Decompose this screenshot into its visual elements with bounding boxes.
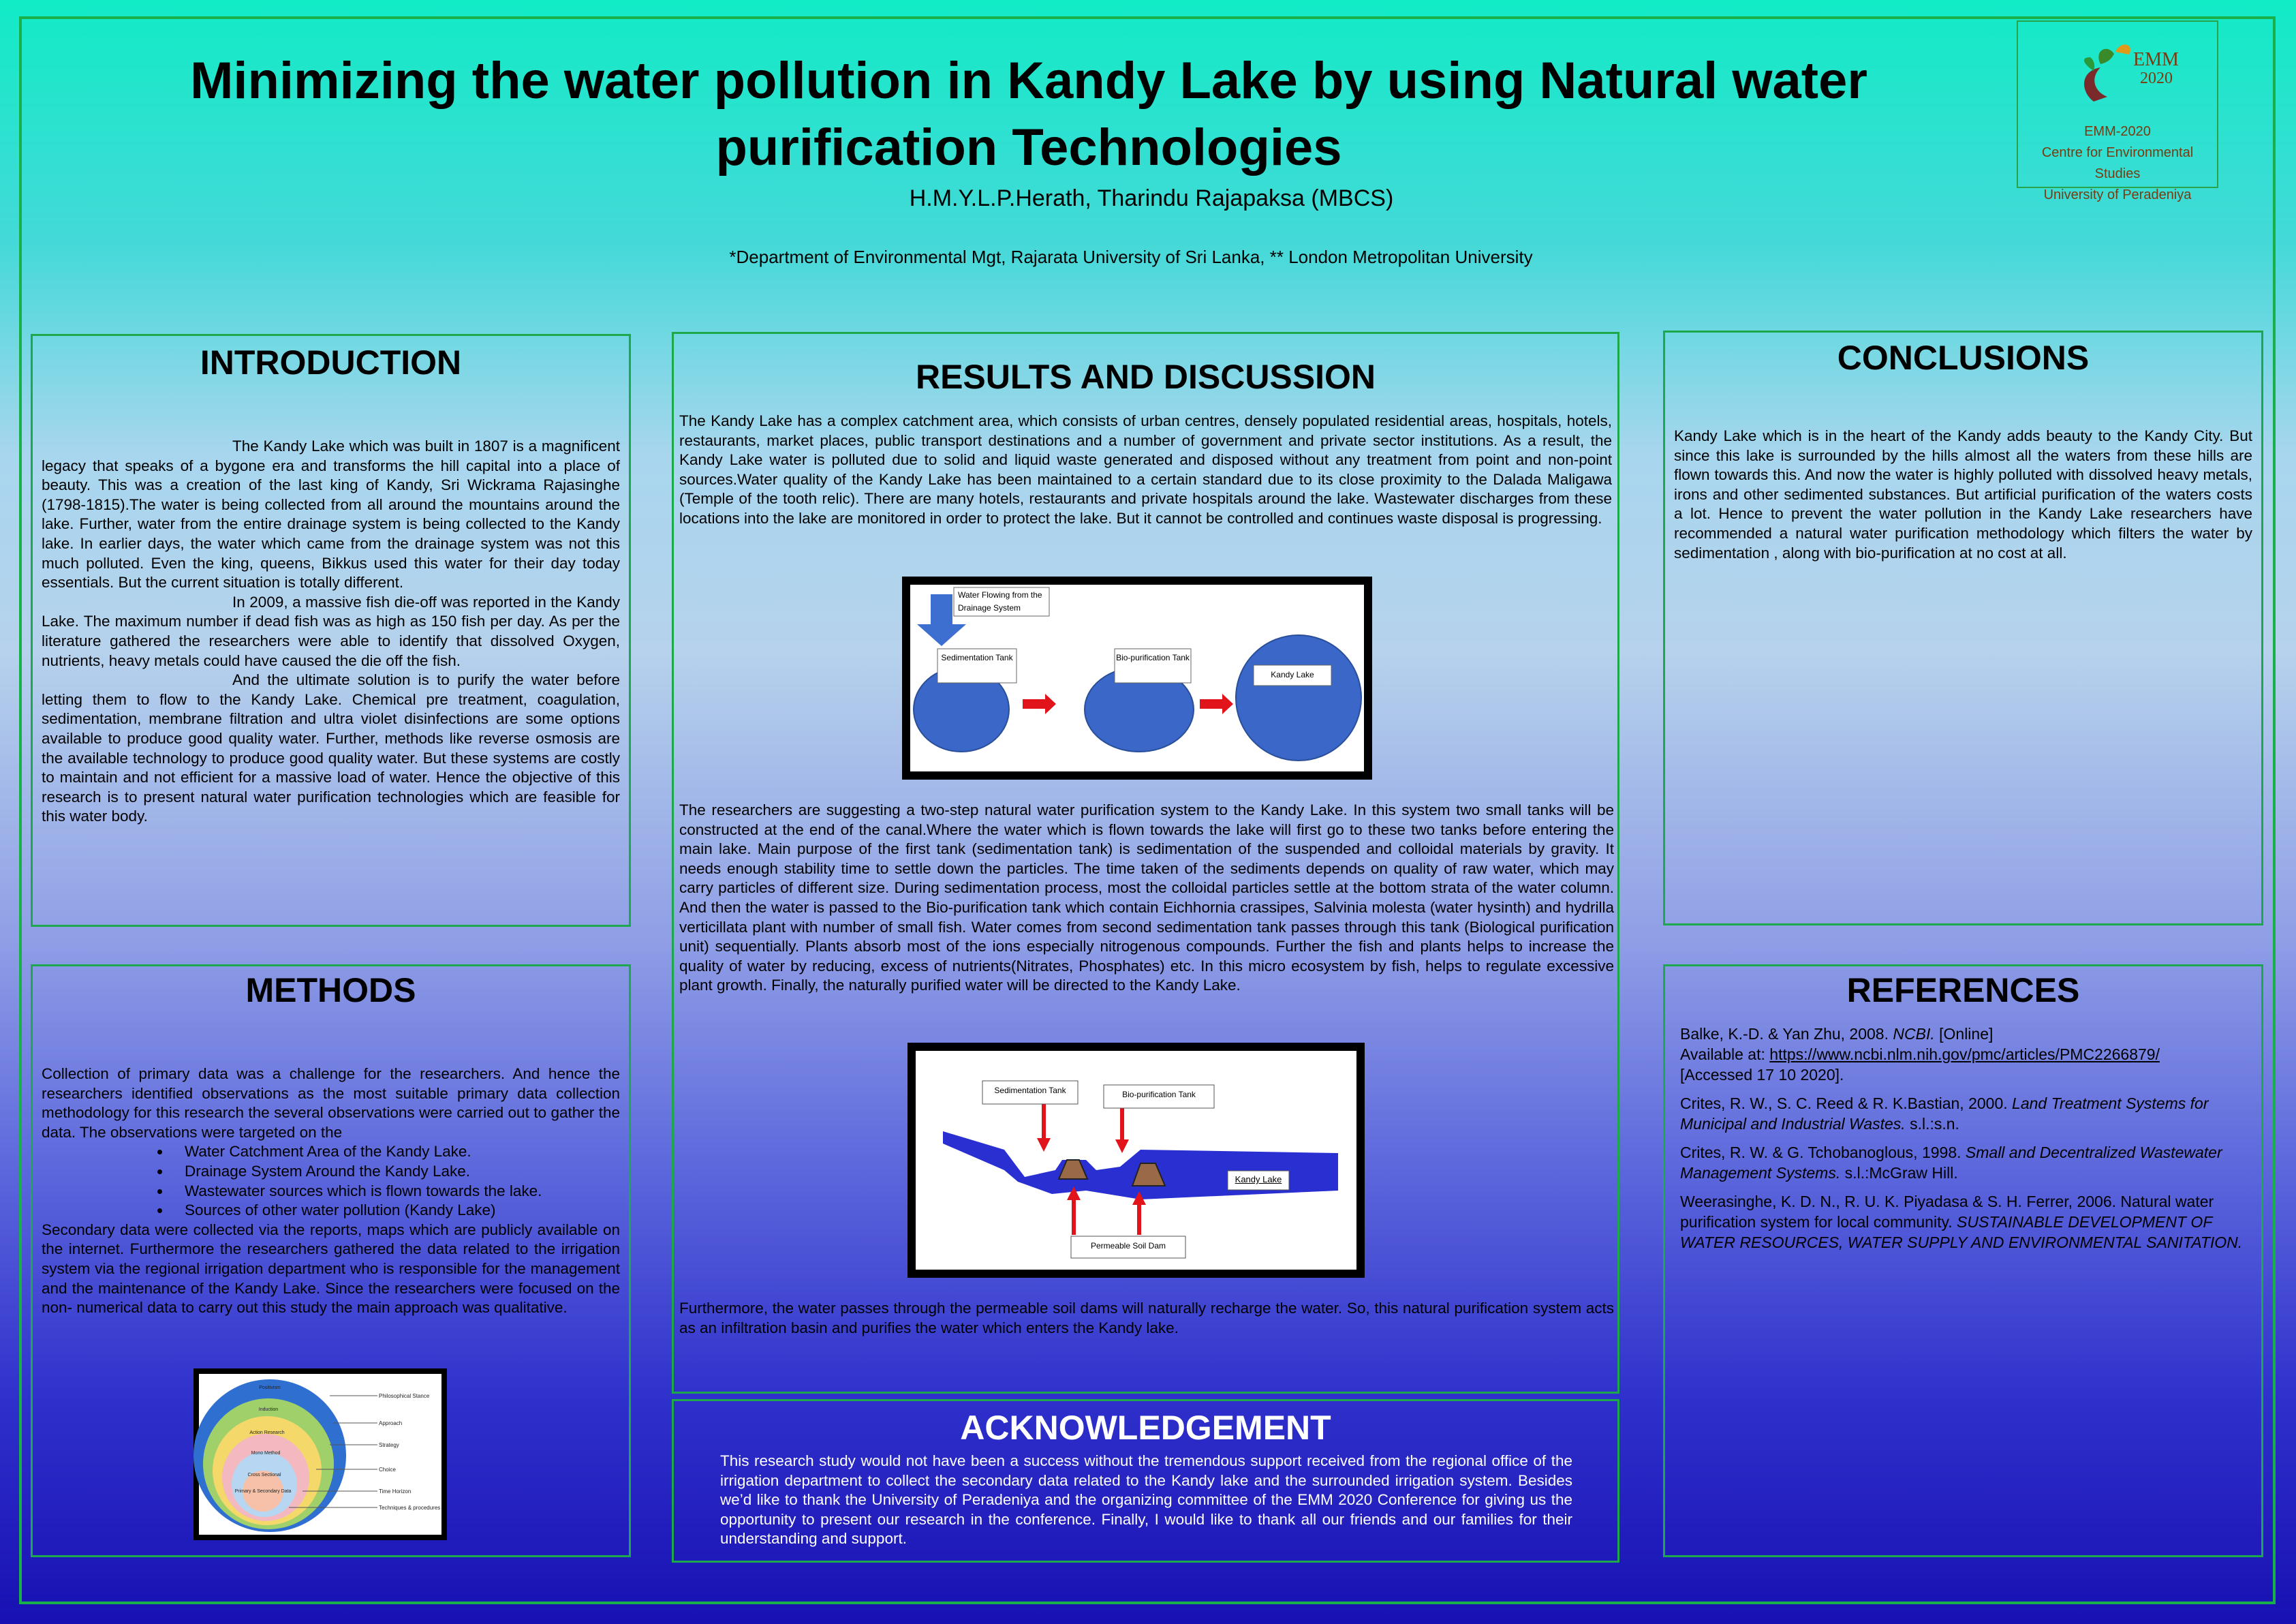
reference-link[interactable]: https://www.ncbi.nlm.nih.gov/pmc/articles/PMC2266879/ [1769, 1045, 2160, 1063]
references-section [1663, 964, 2263, 1557]
research-onion-figure [193, 1368, 447, 1540]
paragraph: Secondary data were collected via the reports, maps which are publicly available on the internet. Furthermore the researchers gathered the data related to the irrigation system via the regional irrigation department who is responsible for the management and the maintenance of the Kandy Lake. Since the researchers were focused on the non- numerical data to carry out this study the main approach was qualitative. [42, 1221, 620, 1317]
conclusions-section [1663, 331, 2263, 925]
section-heading: INTRODUCTION [200, 343, 462, 382]
list-item: • Wastewater sources which is flown towards the lake. [171, 1182, 620, 1201]
section-heading: ACKNOWLEDGEMENT [960, 1409, 1331, 1447]
onion-inner-label: Primary & Secondary Data [234, 1489, 292, 1494]
paragraph: Kandy Lake which is in the heart of the Kandy adds beauty to the Kandy City. But since this lake is surrounded by the hills almost all the waters from these hills are flown towards this. And now the water is highly polluted with dissolved heavy metals, irons and other sedimented substances. But artificial purification of the waters costs a lot. Hence to prevent the water pollution in the Kandy Lake researchers have recommended a natural water purification methodology which filters the water by sedimentation , along with bio-purification at no cost at all. [1674, 427, 2252, 562]
logo-line: University of Peradeniya [2043, 187, 2192, 202]
list-item: • Drainage System Around the Kandy Lake. [171, 1162, 620, 1182]
onion-inner-label: Action Research [249, 1430, 285, 1435]
svg-text:2020: 2020 [2140, 70, 2173, 87]
reference-entry: Crites, R. W., S. C. Reed & R. K.Bastian, 2000. Land Treatment Systems for Municipal and Industrial Wastes. s.l.:s.n. [1680, 1094, 2209, 1133]
onion-label: Choice [379, 1467, 396, 1473]
paragraph: Furthermore, the water passes through the permeable soil dams will naturally recharge the water. So, this natural purification system acts as an infiltration basin and purifies the water which enters the Kandy lake. [679, 1300, 1614, 1336]
methods-section [31, 964, 631, 1557]
list-item: • Sources of other water pollution (Kandy Lake) [171, 1201, 620, 1221]
fig1-tank2-label: Bio-purification Tank [1116, 653, 1190, 662]
onion-label: Approach [379, 1420, 403, 1426]
introduction-section [31, 334, 631, 927]
paragraph: This research study would not have been a success without the tremendous support received from the regional office of the irrigation department to collect the secondary data related to the Kandy lake and the surrounded irrigation system. Besides we’d like to thank the University of Peradeniya and the organizing committee of the EMM 2020 Conference for giving us the opportunity to present our research in the conference. Finally, I would like to thank all our friends and our families for their understanding and support. [720, 1452, 1572, 1548]
paragraph: The researchers are suggesting a two-step natural water purification system to the Kandy Lake. In this system two small tanks will be constructed at the end of the canal.Where the water which is flown towards the lake will first go to these two tanks before entering the main lake. Main purpose of the first tank (sedimentation tank) is sedimentation of the suspended and colloidal materials by gravity. It needs enough stability time to settle down the particles. The time taken of the sediments depends on quality of raw water, which may carry particles of different size. During sedimentation process, most the colloidal particles settle at the bottom strata of the water column. And then the water is passed to the Bio-purification tank which contain Eichhornia crassipes, Salvinia molesta (water hysinth) and hydrilla verticillata plant with number of small fish. Water comes from second sedimentation tank passes through this tank (Biological purification unit) sequentially. Plants absorb most of the ions especially nitrogenous compounds. Further the fish and plants helps to increase the quality of water by reducing, excess of nutrients(Nitrates, Phosphates) etc. In this micro ecosystem by fish, helps to regulate excessive plant growth. Finally, the naturally purified water will be directed to the Kandy Lake. [679, 801, 1614, 994]
reference-entry: Crites, R. W. & G. Tchobanoglous, 1998. Small and Decentralized Wastewater Management Systems. s.l.:McGraw Hill. [1680, 1144, 2222, 1182]
fig2-tank1-label: Sedimentation Tank [994, 1086, 1066, 1095]
reference-entry: Weerasinghe, K. D. N., R. U. K. Piyadasa & S. H. Ferrer, 2006. Natural water purification system for local community. SUSTAINABLE DEVELOPMENT OF WATER RESOURCES, WATER SUPPLY AND ENVIRONMENTAL SANITATION. [1680, 1193, 2243, 1251]
authors: H.M.Y.L.P.Herath, Tharindu Rajapaksa (MBCS) [909, 185, 1394, 211]
section-heading: RESULTS AND DISCUSSION [915, 358, 1376, 396]
section-heading: METHODS [245, 971, 416, 1009]
emm-logo [2017, 20, 2218, 202]
onion-inner-label: Mono Method [251, 1451, 281, 1456]
paragraph: The Kandy Lake has a complex catchment area, which consists of urban centres, densely populated residential areas, hospitals, hotels, restaurants, market places, public transport destinations and a number of government and private sector institutions. As a result, the Kandy Lake water is polluted due to solid and liquid waste generated and disposed without any treatment from point and non-point sources.Water quality of the Kandy Lake has been maintained to a certain standard due to its close proximity to the Dalada Maligawa (Temple of the tooth relic). There are many hotels, restaurants and private hospitals around the lake. Wastewater discharges from these locations into the lake are monitored in order to protect the lake. But it cannot be controlled and continues waste disposal is progressing. [679, 412, 1612, 527]
paragraph: In 2009, a massive fish die-off was reported in the Kandy Lake. The maximum number if dead fish was as high as 150 fish per day. As per the literature gathered the researchers were able to identify that dissolved Oxygen, nutrients, heavy metals could have caused the die off the fish. [42, 593, 620, 669]
onion-label: Techniques & procedures [379, 1505, 441, 1511]
soil-dam-cross-section [907, 1043, 1365, 1278]
section-heading: CONCLUSIONS [1837, 339, 2090, 377]
onion-label: Time Horizon [379, 1488, 412, 1495]
purification-flow-diagram [902, 577, 1372, 780]
fig1-inflow-label: Water Flowing from the Drainage System [958, 590, 1042, 613]
poster-title: Minimizing the water pollution in Kandy Lake by using Natural water purification Technologies [190, 52, 1867, 177]
onion-inner-label: Positivism [259, 1385, 281, 1390]
fig2-lake-label: Kandy Lake [1235, 1174, 1282, 1184]
paragraph: The Kandy Lake which was built in 1807 is a magnificent legacy that speaks of a bygone era and transforms the hill capital into a place of beauty. This was a creation of the last king of Kandy, Sri Wickrama Rajasinghe (1798-1815).The water is being collected from all around the mountains around the lake. Further, water from the entire drainage system is being collected to the Kandy lake. In earlier days, the water which came from the drainage system was not this much polluted. Even the king, queens, Bikkus used this water for their day today essentials. But the current situation is totally different. [42, 438, 620, 592]
section-heading: REFERENCES [1846, 971, 2080, 1009]
acknowledgement-section [672, 1399, 1619, 1563]
list-item: • Water Catchment Area of the Kandy Lake. [171, 1142, 620, 1162]
onion-inner-label: Induction [258, 1407, 279, 1412]
onion-inner-label: Cross Sectional [247, 1473, 281, 1477]
fig1-lake-label: Kandy Lake [1271, 670, 1314, 679]
results-section [672, 332, 1619, 1394]
observation-list [42, 1142, 620, 1220]
svg-text:EMM: EMM [2133, 49, 2179, 70]
onion-label: Strategy [379, 1442, 399, 1448]
logo-line: EMM-2020 [2084, 124, 2151, 139]
reference-entry: Balke, K.-D. & Yan Zhu, 2008. NCBI. [Online] Available at: https://www.ncbi.nlm.nih.gov/pmc/articles/PMC2266879/ [Accessed 17 10 2020]. [1680, 1025, 2160, 1084]
fig1-tank1-label: Sedimentation Tank [941, 653, 1013, 662]
logo-line: Centre for Environmental Studies [2041, 145, 2194, 181]
onion-label: Philosophical Stance [379, 1393, 430, 1399]
paragraph: Collection of primary data was a challenge for the researchers. And hence the researchers identified observations as the most suitable primary data collection methodology for this research the several observations were carried out to gather the data. The observations were targeted on the [42, 1065, 620, 1141]
fig2-dam-label: Permeable Soil Dam [1090, 1241, 1166, 1251]
paragraph: And the ultimate solution is to purify the water before letting them to flow to the Kandy Lake. Chemical pre treatment, coagulation, sedimentation, membrane filtration and ultra violet disinfections are some options available to produce good quality water. Further, methods like reverse osmosis are the available technology to produce good quality water. But these systems are costly to maintain and not efficient for a massive load of water. Hence the objective of this research is to present natural water purification technologies which are feasible for this water body. [42, 671, 620, 825]
affiliation: *Department of Environmental Mgt, Rajarata University of Sri Lanka, ** London Metropolitan University [729, 247, 1533, 267]
emm-logo-icon [2053, 37, 2182, 119]
fig2-tank2-label: Bio-purification Tank [1122, 1090, 1196, 1099]
